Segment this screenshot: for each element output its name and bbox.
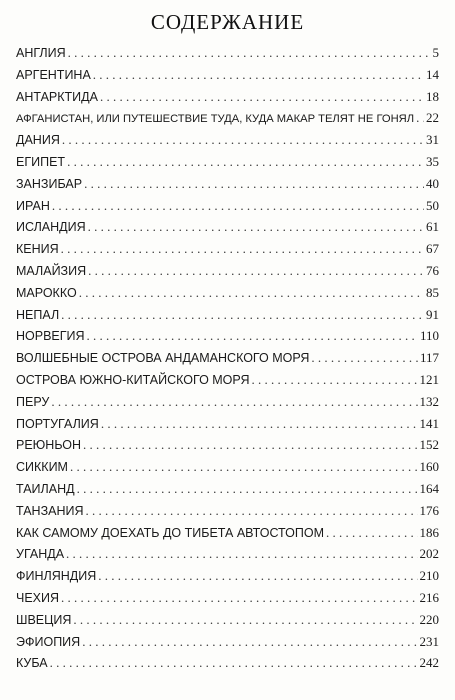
toc-entry [16, 478, 439, 500]
toc-entry-page-number: 18 [426, 88, 439, 104]
dot-leader [66, 543, 417, 565]
dot-leader [77, 478, 418, 500]
dot-leader [416, 107, 424, 129]
toc-entry-title: ОСТРОВА ЮЖНО-КИТАЙСКОГО МОРЯ [16, 372, 250, 387]
toc-entry-title: ЕГИПЕТ [16, 154, 66, 169]
dot-leader [79, 282, 424, 304]
toc-entry [16, 282, 439, 304]
toc-entry-page-number: 216 [419, 589, 439, 605]
dot-leader [62, 129, 424, 151]
toc-entry-page-number: 121 [419, 371, 439, 387]
toc-entry [16, 652, 439, 674]
toc-entry-page-number: 117 [419, 350, 439, 366]
toc-entry [16, 304, 439, 326]
toc-entry [16, 216, 439, 238]
page-title: СОДЕРЖАНИЕ [150, 10, 305, 34]
dot-leader [88, 260, 424, 282]
toc-entry-title: ПОРТУГАЛИЯ [16, 416, 99, 431]
dot-leader [86, 500, 418, 522]
toc-entry-page-number: 35 [426, 153, 439, 169]
table-of-contents [16, 42, 439, 674]
dot-leader [93, 64, 424, 86]
toc-entry [16, 260, 439, 282]
toc-entry-title: АРГЕНТИНА [16, 67, 91, 82]
toc-entry [16, 86, 439, 108]
toc-entry-page-number: 76 [426, 262, 439, 278]
toc-entry [16, 543, 439, 565]
dot-leader [311, 347, 418, 369]
toc-entry-title: КУБА [16, 656, 48, 671]
toc-entry-page-number: 40 [426, 175, 439, 191]
dot-leader [87, 325, 418, 347]
dot-leader [88, 216, 424, 238]
toc-entry-page-number: 164 [419, 480, 439, 496]
toc-entry-title: АФГАНИСТАН, ИЛИ ПУТЕШЕСТВИЕ ТУДА, КУДА МАКАР ТЕЛЯТ НЕ ГОНЯЛ [16, 113, 415, 126]
toc-entry-title: ТАИЛАНД [16, 481, 75, 496]
toc-entry-page-number: 242 [419, 655, 439, 671]
toc-entry [16, 195, 439, 217]
toc-entry-title: ПЕРУ [16, 394, 50, 409]
dot-leader [61, 587, 417, 609]
dot-leader [61, 304, 424, 326]
toc-entry-title: УГАНДА [16, 547, 65, 562]
dot-leader [82, 631, 417, 653]
toc-entry [16, 413, 439, 435]
toc-entry-page-number: 61 [426, 219, 439, 235]
toc-entry-title: ИСЛАНДИЯ [16, 220, 86, 235]
toc-entry-title: ЗАНЗИБАР [16, 176, 83, 191]
dot-leader [100, 86, 424, 108]
toc-entry-title: МАРОККО [16, 285, 77, 300]
toc-entry [16, 369, 439, 391]
dot-leader [73, 609, 417, 631]
toc-entry-title: ТАНЗАНИЯ [16, 503, 84, 518]
toc-entry-page-number: 5 [432, 45, 439, 60]
toc-entry [16, 631, 439, 653]
toc-entry [16, 173, 439, 195]
dot-leader [251, 369, 417, 391]
toc-entry-page-number: 67 [426, 241, 439, 257]
toc-entry-page-number: 210 [419, 568, 439, 584]
dot-leader [61, 238, 424, 260]
toc-entry-page-number: 220 [419, 611, 439, 627]
toc-entry-title: ИРАН [16, 198, 50, 213]
toc-entry-title: АНГЛИЯ [16, 46, 66, 60]
toc-entry-title: КЕНИЯ [16, 242, 59, 257]
toc-entry [16, 587, 439, 609]
dot-leader [101, 413, 418, 435]
toc-entry-title: ДАНИЯ [16, 133, 60, 148]
toc-entry-page-number: 231 [419, 633, 439, 649]
toc-entry-page-number: 14 [426, 66, 439, 82]
toc-entry-page-number: 22 [426, 110, 439, 126]
toc-entry-title: РЕЮНЬОН [16, 438, 82, 453]
toc-entry [16, 325, 439, 347]
toc-entry-title: МАЛАЙЗИЯ [16, 263, 87, 278]
toc-entry-page-number: 152 [419, 437, 439, 453]
toc-entry-page-number: 85 [426, 284, 439, 300]
toc-entry-title: ЧЕХИЯ [16, 590, 60, 605]
toc-entry [16, 238, 439, 260]
toc-entry-page-number: 186 [419, 524, 439, 540]
toc-entry [16, 347, 439, 369]
toc-entry-title: АНТАРКТИДА [16, 89, 98, 104]
dot-leader [84, 173, 424, 195]
toc-entry [16, 456, 439, 478]
toc-entry [16, 500, 439, 522]
dot-leader [50, 652, 418, 674]
toc-entry-page-number: 202 [419, 546, 439, 562]
toc-entry [16, 434, 439, 456]
toc-entry [16, 565, 439, 587]
toc-entry [16, 129, 439, 151]
toc-entry-page-number: 91 [426, 306, 439, 322]
toc-entry-title: СИККИМ [16, 460, 68, 475]
dot-leader [52, 195, 424, 217]
dot-leader [83, 434, 417, 456]
dot-leader [68, 42, 431, 64]
dot-leader [67, 151, 424, 173]
toc-entry [16, 42, 439, 64]
toc-entry [16, 522, 439, 544]
toc-entry-page-number: 160 [419, 459, 439, 475]
toc-entry [16, 609, 439, 631]
dot-leader [70, 456, 418, 478]
toc-entry-page-number: 132 [419, 393, 439, 409]
toc-entry [16, 107, 439, 129]
toc-entry-page-number: 176 [419, 502, 439, 518]
dot-leader [326, 522, 418, 544]
toc-entry-title: ЭФИОПИЯ [16, 634, 81, 649]
toc-entry [16, 64, 439, 86]
toc-entry-title: ВОЛШЕБНЫЕ ОСТРОВА АНДАМАНСКОГО МОРЯ [16, 351, 310, 366]
toc-entry-page-number: 50 [426, 197, 439, 213]
toc-entry-page-number: 110 [419, 328, 439, 344]
toc-entry-title: ШВЕЦИЯ [16, 612, 72, 627]
dot-leader [98, 565, 417, 587]
toc-entry-title: ФИНЛЯНДИЯ [16, 569, 97, 584]
toc-entry-title: НЕПАЛ [16, 307, 60, 322]
toc-entry-page-number: 31 [426, 132, 439, 148]
toc-entry-title: НОРВЕГИЯ [16, 329, 85, 344]
dot-leader [51, 391, 417, 413]
toc-entry [16, 391, 439, 413]
toc-entry-title: КАК САМОМУ ДОЕХАТЬ ДО ТИБЕТА АВТОСТОПОМ [16, 525, 324, 540]
toc-entry [16, 151, 439, 173]
toc-entry-page-number: 141 [419, 415, 439, 431]
